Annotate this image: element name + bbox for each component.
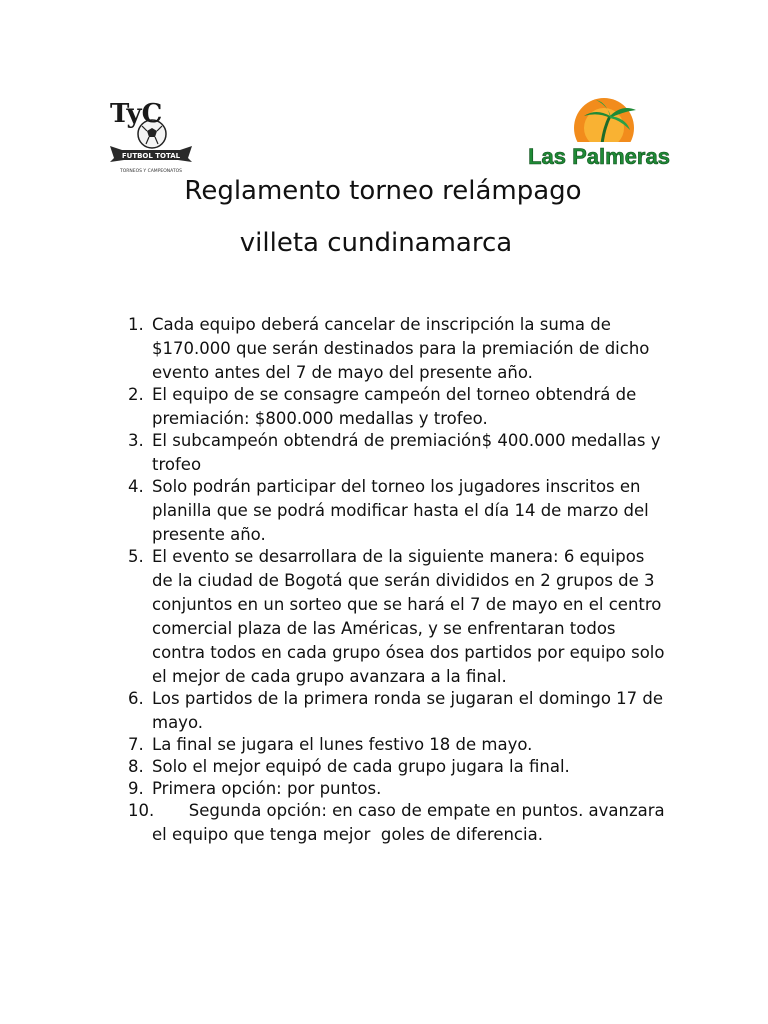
rule-number: 4. [128,477,144,496]
rule-item [128,475,668,547]
rule-number: 8. [128,757,144,776]
rule-item [128,733,668,757]
las-palmeras-logo [526,98,672,170]
rule-text: La final se jugara el lunes festivo 18 de mayo. [152,735,533,754]
rule-text: Primera opción: por puntos. [152,779,382,798]
rule-number: 6. [128,689,144,708]
document-title-line-1: Reglamento torneo relámpago [184,176,582,206]
rule-number: 1. [128,315,144,334]
rule-item [128,313,668,385]
rule-item [128,799,668,847]
rule-item [128,777,668,801]
rule-number: 5. [128,547,144,566]
rule-text: Los partidos de la primera ronda se jugaran el domingo 17 de mayo. [152,689,664,732]
logo-right-wordmark: Las Palmeras [528,144,670,169]
logo-left-ribbon-text: FUTBOL TOTAL [121,152,181,160]
rule-number: 2. [128,385,144,404]
logo-left-letters: TyC [110,100,163,129]
rule-item [128,545,668,689]
rule-number: 9. [128,779,144,798]
rule-number: 10. [128,801,155,820]
rule-text: Solo podrán participar del torneo los jugadores inscritos en planilla que se podrá modificar hasta el día 14 de marzo del presente año. [152,477,649,544]
document-title-line-2: villeta cundinamarca [239,228,513,258]
rule-item [128,687,668,735]
rules-list [128,313,668,845]
rule-number: 3. [128,431,144,450]
rule-item [128,755,668,779]
rule-text: El equipo de se consagre campeón del torneo obtendrá de premiación: $800.000 medallas y trofeo. [152,385,637,428]
rule-text: Solo el mejor equipó de cada grupo jugara la final. [152,757,570,776]
rule-item [128,383,668,431]
rule-item [128,429,668,477]
rule-text: El evento se desarrollara de la siguiente manera: 6 equipos de la ciudad de Bogotá que serán divididos en 2 grupos de 3 conjuntos en un sorteo que se hará el 7 de mayo en el centro comercial plaza de las Américas, y se enfrentaran todos contra todos en cada grupo ósea dos partidos por equipo solo el mejor de cada grupo avanzara a la final. [152,547,665,686]
tyc-futbol-total-logo [108,100,194,176]
rule-text: Segunda opción: en caso de empate en puntos. avanzara el equipo que tenga mejor goles de diferencia. [152,801,670,844]
logo-left-subtitle: TORNEOS Y CAMPEONATOS [119,169,183,174]
rule-text: El subcampeón obtendrá de premiación$ 400.000 medallas y trofeo [152,431,661,474]
rule-text: Cada equipo deberá cancelar de inscripción la suma de $170.000 que serán destinados para la premiación de dicho evento antes del 7 de mayo del presente año. [152,315,650,382]
rule-number: 7. [128,735,144,754]
